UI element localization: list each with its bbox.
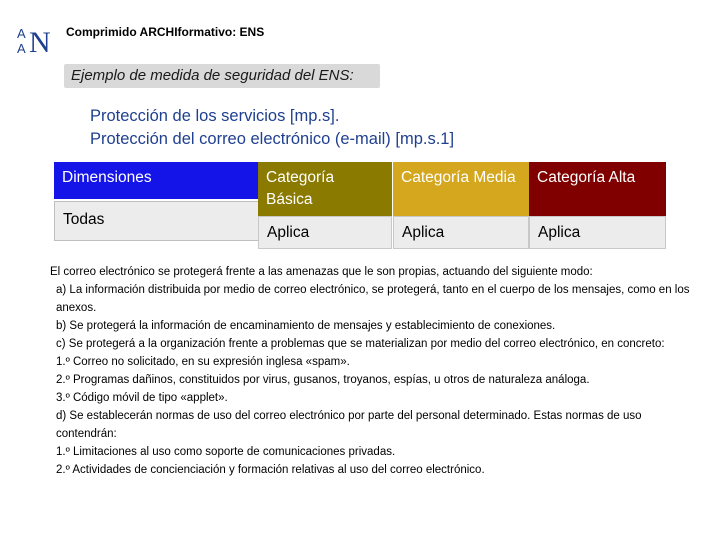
- category-alta-value: Aplica: [529, 216, 666, 249]
- body-text: [50, 263, 695, 479]
- section-title: [90, 105, 454, 151]
- title-line-2: Protección del correo electrónico (e-mail) [mp.s.1]: [90, 130, 455, 148]
- body-item-a: a) La información distribuida por medio de correo electrónico, se protegerá, tanto en el cuerpo de los mensajes, como en los anexos.: [56, 284, 690, 314]
- category-alta-header: Categoría Alta: [529, 162, 666, 216]
- category-media-value: Aplica: [393, 216, 529, 249]
- an-logo: [15, 22, 55, 58]
- body-item-c1: 1.º Correo no solicitado, en su expresión inglesa «spam».: [56, 356, 350, 368]
- dimensions-value: Todas: [54, 201, 259, 241]
- body-item-d: d) Se establecerán normas de uso del correo electrónico por parte del personal determinado. Estas normas de uso contendrán:: [56, 410, 642, 440]
- dimensions-header: Dimensiones: [54, 162, 259, 199]
- body-item-c: c) Se protegerá a la organización frente a problemas que se materializan por medio del correo electrónico, en concreto:: [56, 338, 665, 350]
- body-item-c2: 2.º Programas dañinos, constituidos por virus, gusanos, troyanos, espías, u otros de naturaleza análoga.: [56, 374, 590, 386]
- body-item-d1: 1.º Limitaciones al uso como soporte de comunicaciones privadas.: [56, 446, 396, 458]
- category-media-header: Categoría Media: [393, 162, 529, 216]
- svg-text:N: N: [29, 26, 51, 58]
- svg-text:A: A: [17, 41, 26, 56]
- body-item-b: b) Se protegerá la información de encaminamiento de mensajes y establecimiento de conexiones.: [56, 320, 556, 332]
- body-item-d2: 2.º Actividades de concienciación y formación relativas al uso del correo electrónico.: [56, 464, 485, 476]
- body-item-c3: 3.º Código móvil de tipo «applet».: [56, 392, 228, 404]
- category-basic-header: Categoría Básica: [258, 162, 392, 216]
- body-intro: El correo electrónico se protegerá frente a las amenazas que le son propias, actuando del siguiente modo:: [50, 266, 593, 278]
- example-banner: Ejemplo de medida de seguridad del ENS:: [64, 64, 380, 88]
- header-title: Comprimido ARCHIformativo: ENS: [66, 25, 265, 39]
- svg-text:A: A: [17, 26, 26, 41]
- title-line-1: Protección de los servicios [mp.s].: [90, 107, 340, 125]
- category-basic-value: Aplica: [258, 216, 392, 249]
